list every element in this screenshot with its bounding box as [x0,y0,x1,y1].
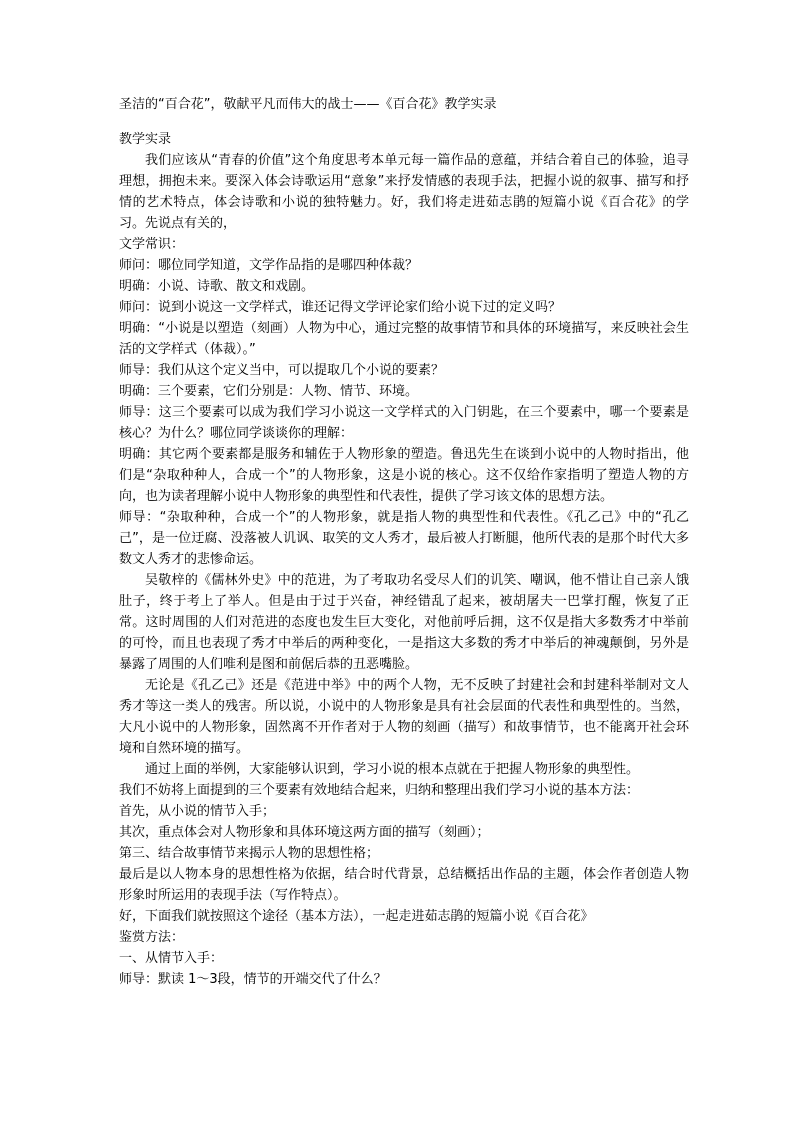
paragraph: 师导：默读 1～3段，情节的开端交代了什么？ [119,972,387,987]
paragraph: 吴敬梓的《儒林外史》中的范进，为了考取功名受尽人们的讥笑、嘲讽，他不惜让自己亲人饿肚子，终于考上了举人。但是由于过于兴奋，神经错乱了起来，被胡屠夫一巴掌打醒，恢复了正常。这时周围的人们对范进的态度也发生巨大变化，对他前呼后拥，这不仅是指大多数秀才中举前的可怜，而且也表现了秀才中举后的两种变化，一是指这大多数的秀才中举后的神魂颠倒，另外是暴露了周围的人们唯利是图和前倨后恭的丑恶嘴脸。 [119,573,689,672]
paragraph: 师问：哪位同学知道，文学作品指的是哪四种体裁？ [119,258,419,273]
paragraph: 鉴赏方法： [119,930,185,945]
paragraph: 我们不妨将上面提到的三个要素有效地结合起来，归纳和整理出我们学习小说的基本方法： [119,783,640,798]
paragraph: 我们应该从“青春的价值”这个角度思考本单元每一篇作品的意蕴，并结合着自己的体验，追寻理想，拥抱未来。要深入体会诗歌运用“意象”来抒发情感的表现手法，把握小说的叙事、描写和抒情的艺术特点，体会诗歌和小说的独特魅力。好，我们将走进茹志鹃的短篇小说《百合花》的学习。先说点有关的， [119,153,689,231]
paragraph: 首先，从小说的情节入手； [119,804,276,819]
paragraph: 明确：“小说是以塑造（刻画）人物为中心，通过完整的故事情节和具体的环境描写，来反映社会生活的文学样式（体裁）。” [119,321,689,357]
document-title: 圣洁的“百合花”，敬献平凡而伟大的战士——《百合花》教学实录 [119,97,497,112]
paragraph: 通过上面的举例，大家能够认识到，学习小说的根本点就在于把握人物形象的典型性。 [145,762,640,777]
document-page [119,94,689,990]
paragraph: 无论是《孔乙己》还是《范进中举》中的两个人物，无不反映了封建社会和封建科举制对文人秀才等这一类人的残害。所以说，小说中的人物形象是具有社会层面的代表性和典型性的。当然，大凡小说中的人物形象，固然离不开作者对于人物的刻画（描写）和故事情节，也不能离开社会环境和自然环境的描写。 [119,678,689,756]
paragraph: 师导：这三个要素可以成为我们学习小说这一文学样式的入门钥匙，在三个要素中，哪一个要素是核心？为什么？哪位同学谈谈你的理解： [119,405,689,441]
paragraph: 师导：“杂取种种，合成一个”的人物形象，就是指人物的典型性和代表性。《孔乙己》中的“孔乙己”，是一位迂腐、没落被人讥讽、取笑的文人秀才，最后被人打断腿，他所代表的是那个时代大多数文人秀才的悲惨命运。 [119,510,689,567]
paragraph: 一、从情节入手： [119,951,224,966]
paragraph: 好，下面我们就按照这个途径（基本方法），一起走进茹志鹃的短篇小说《百合花》 [119,909,594,924]
paragraph: 师导：我们从这个定义当中，可以提取几个小说的要素？ [119,363,445,378]
paragraph: 明确：其它两个要素都是服务和辅佐于人物形象的塑造。鲁迅先生在谈到小说中的人物时指出，他们是“杂取种种人，合成一个”的人物形象，这是小说的核心。这不仅给作家指明了塑造人物的方向，也为读者理解小说中人物形象的典型性和代表性，提供了学习该文体的思想方法。 [119,447,689,504]
paragraph: 明确：三个要素，它们分别是：人物、情节、环境。 [119,384,419,399]
paragraph: 文学常识： [119,237,185,252]
paragraph: 明确：小说、诗歌、散文和戏剧。 [119,279,315,294]
section-label: 教学实录 [119,132,172,147]
paragraph: 其次，重点体会对人物形象和具体环境这两方面的描写（刻画）； [119,825,490,840]
paragraph: 最后是以人物本身的思想性格为依据，结合时代背景，总结概括出作品的主题，体会作者创造人物形象时所运用的表现手法（写作特点）。 [119,867,689,903]
paragraph: 第三、结合故事情节来揭示人物的思想性格； [119,846,380,861]
paragraph: 师问：说到小说这一文学样式，谁还记得文学评论家们给小说下过的定义吗？ [119,300,562,315]
